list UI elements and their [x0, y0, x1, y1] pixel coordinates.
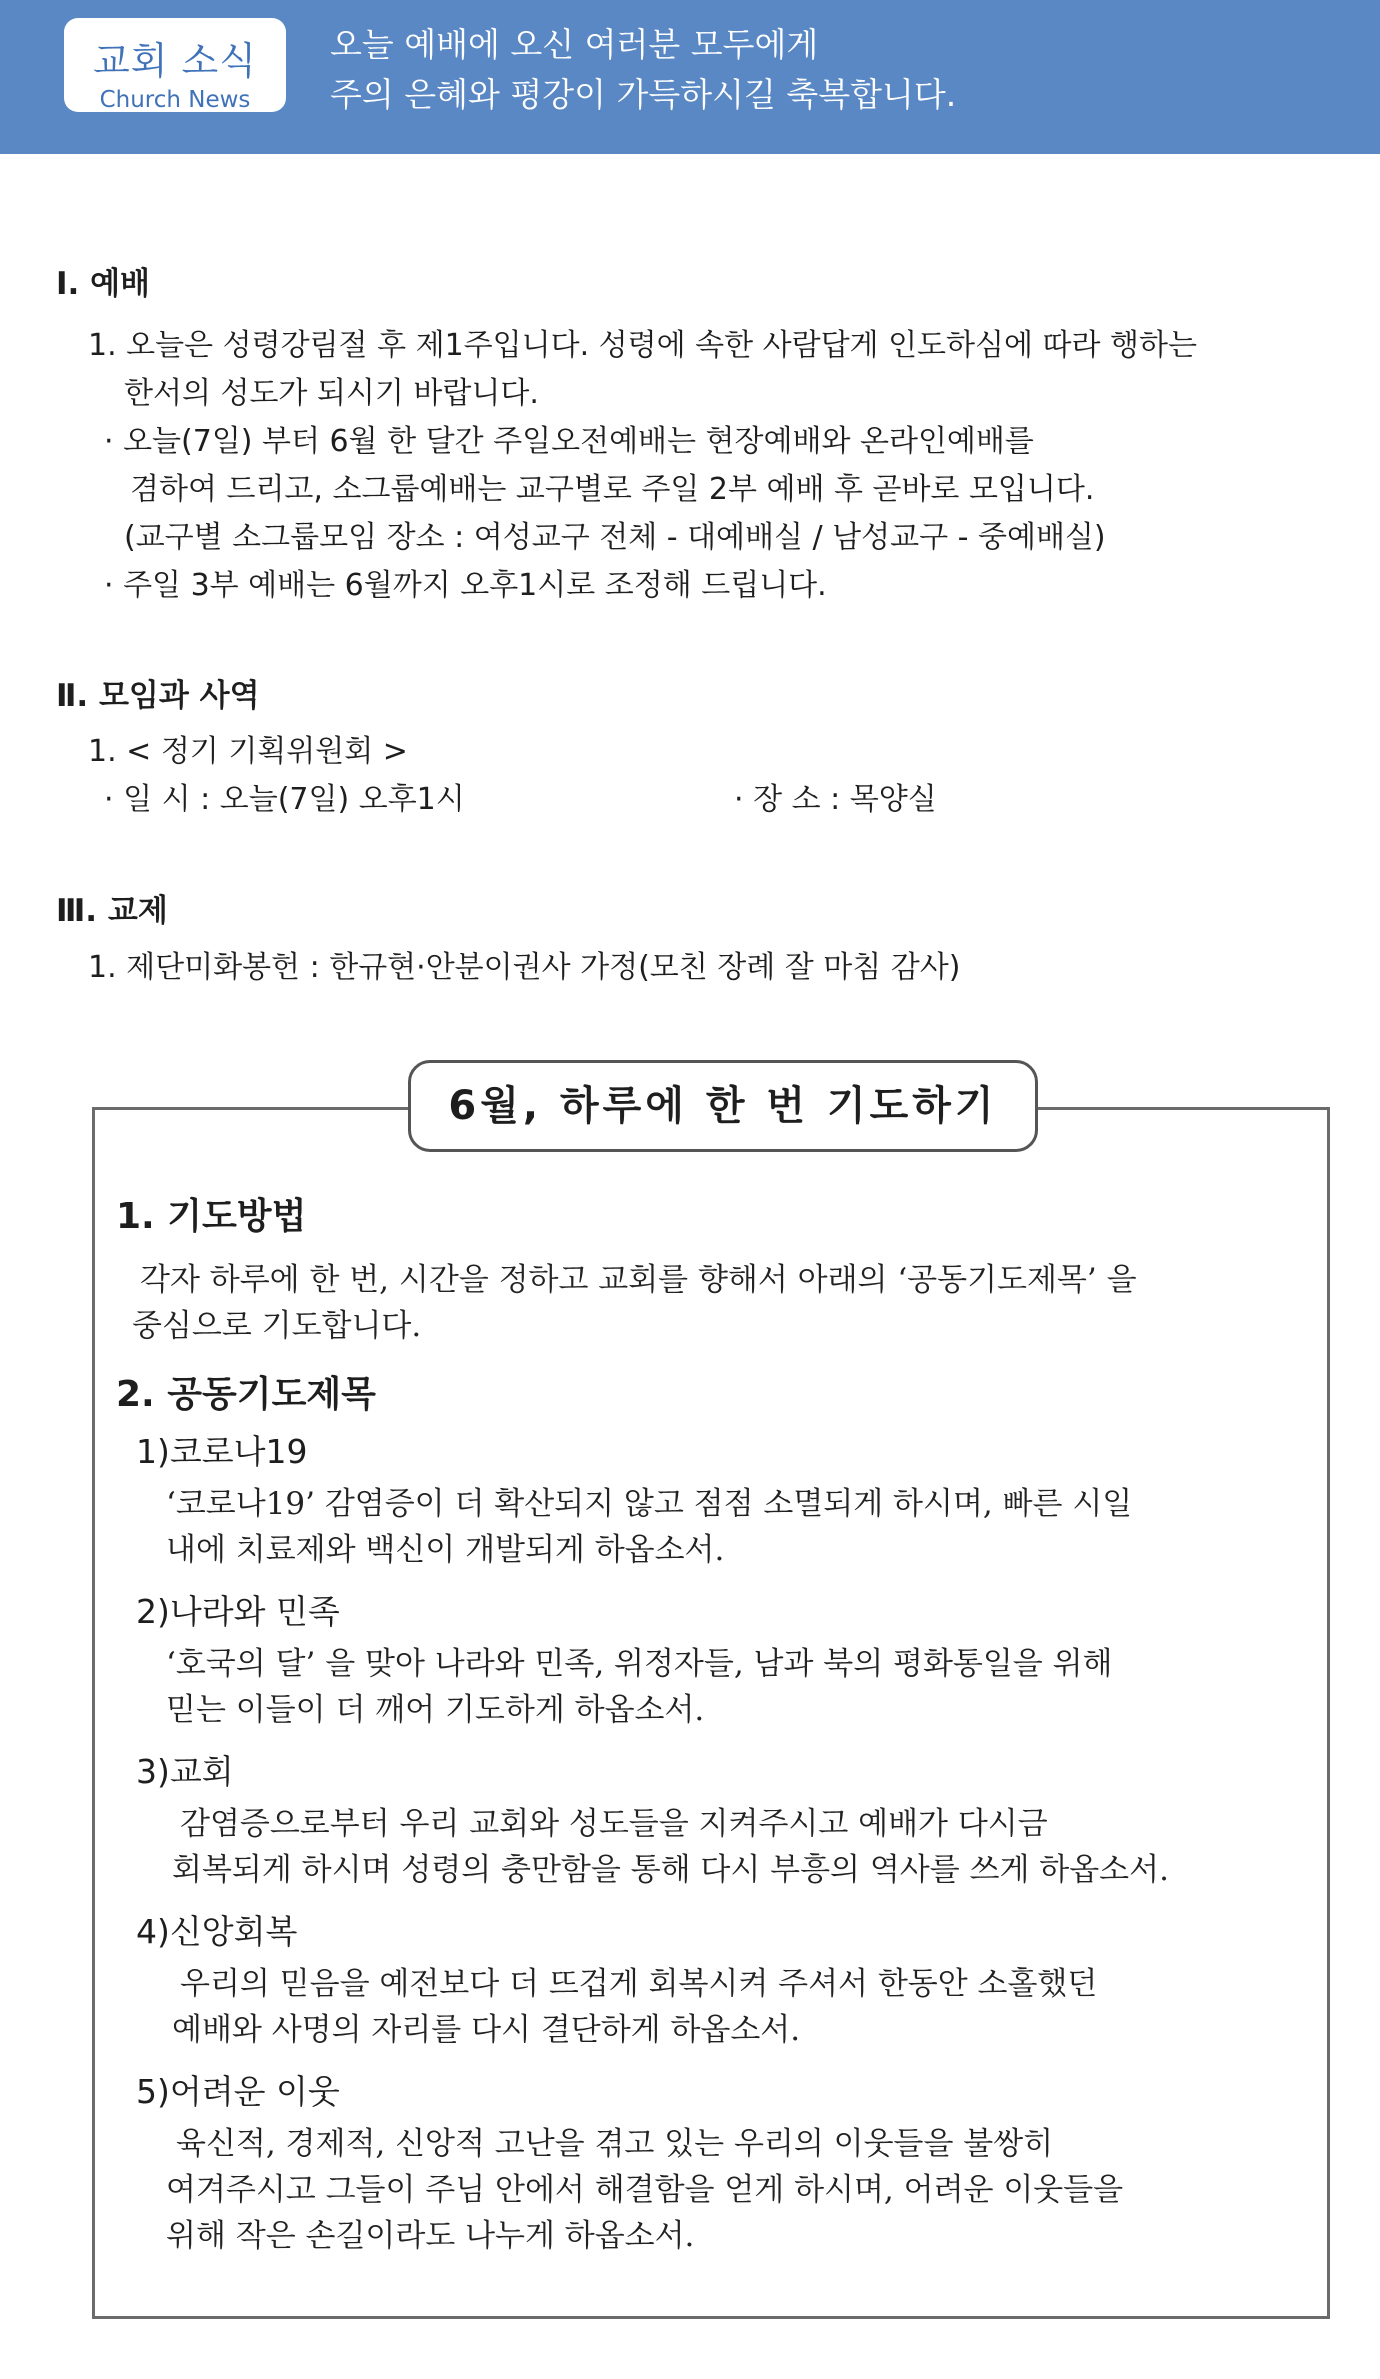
badge-title-ko: 교회 소식: [93, 39, 257, 83]
topic-line: ‘호국의 달’ 을 맞아 나라와 민족, 위정자들, 남과 북의 평화통일을 위해: [166, 1646, 1113, 1682]
topic-line: 위해 작은 손길이라도 나누게 하옵소서.: [166, 2218, 695, 2254]
topic-line: 감염증으로부터 우리 교회와 성도들을 지켜주시고 예배가 다시금: [180, 1806, 1048, 1842]
topic-line: 내에 치료제와 백신이 개발되게 하옵소서.: [166, 1532, 725, 1568]
prayer-method-line2: 중심으로 기도합니다.: [132, 1308, 422, 1344]
worship-item1-line2: 한서의 성도가 되시기 바랍니다.: [124, 376, 539, 411]
worship-item1-line1: 1. 오늘은 성령강림절 후 제1주입니다. 성령에 속한 사람답게 인도하심에 따라 행하는: [88, 328, 1197, 363]
header-message-line1: 오늘 예배에 오신 여러분 모두에게: [330, 25, 819, 64]
worship-bullet1-line2: 겸하여 드리고, 소그룹예배는 교구별로 주일 2부 예배 후 곧바로 모입니다.: [130, 472, 1095, 507]
topic-line: 회복되게 하시며 성령의 충만함을 통해 다시 부흥의 역사를 쓰게 하옵소서.: [172, 1852, 1169, 1888]
topic-line: 여겨주시고 그들이 주님 안에서 해결함을 얻게 하시며, 어려운 이웃들을: [166, 2172, 1124, 2208]
topic-label: 1)코로나19: [136, 1432, 308, 1471]
section-meetings-title: Ⅱ. 모임과 사역: [56, 678, 260, 714]
topic-label: 3)교회: [136, 1752, 234, 1791]
section-worship-title: Ⅰ. 예배: [56, 266, 150, 302]
prayer-topics-heading: 2. 공동기도제목: [116, 1374, 376, 1415]
badge-title-en: Church News: [99, 87, 251, 113]
header-message: [330, 20, 956, 120]
section-fellowship-title: Ⅲ. 교제: [56, 893, 168, 929]
prayer-method-heading: 1. 기도방법: [116, 1196, 307, 1237]
topic-line: ‘코로나19’ 감염증이 더 확산되지 않고 점점 소멸되게 하시며, 빠른 시일: [166, 1486, 1133, 1522]
topic-line: 육신적, 경제적, 신앙적 고난을 겪고 있는 우리의 이웃들을 불쌍히: [176, 2126, 1054, 2162]
topic-label: 4)신앙회복: [136, 1912, 298, 1951]
meetings-time: · 일 시 : 오늘(7일) 오후1시: [104, 782, 465, 817]
topic-line: 우리의 믿음을 예전보다 더 뜨겁게 회복시켜 주셔서 한동안 소홀했던: [180, 1966, 1098, 2002]
church-news-badge: [64, 18, 286, 112]
header-banner: [0, 0, 1380, 154]
worship-bullet1-line1: · 오늘(7일) 부터 6월 한 달간 주일오전예배는 현장예배와 온라인예배를: [104, 424, 1034, 459]
topic-line: 예배와 사명의 자리를 다시 결단하게 하옵소서.: [172, 2012, 801, 2048]
header-message-line2: 주의 은혜와 평강이 가득하시길 축복합니다.: [330, 75, 957, 114]
worship-bullet2: · 주일 3부 예배는 6월까지 오후1시로 조정해 드립니다.: [104, 568, 827, 603]
meetings-place: · 장 소 : 목양실: [734, 782, 937, 817]
topic-line: 믿는 이들이 더 깨어 기도하게 하옵소서.: [166, 1692, 705, 1728]
topic-label: 2)나라와 민족: [136, 1592, 340, 1631]
meetings-item1: 1. < 정기 기획위원회 >: [88, 734, 408, 769]
worship-bullet1-line3: (교구별 소그룹모임 장소 : 여성교구 전체 - 대예배실 / 남성교구 - 중예배실): [124, 520, 1106, 555]
prayer-box-title: 6월, 하루에 한 번 기도하기: [408, 1060, 1038, 1152]
topic-label: 5)어려운 이웃: [136, 2072, 340, 2111]
fellowship-item1: 1. 제단미화봉헌 : 한규현·안분이권사 가정(모친 장례 잘 마침 감사): [88, 950, 961, 985]
prayer-method-line1: 각자 하루에 한 번, 시간을 정하고 교회를 향해서 아래의 ‘공동기도제목’ 을: [140, 1262, 1137, 1298]
